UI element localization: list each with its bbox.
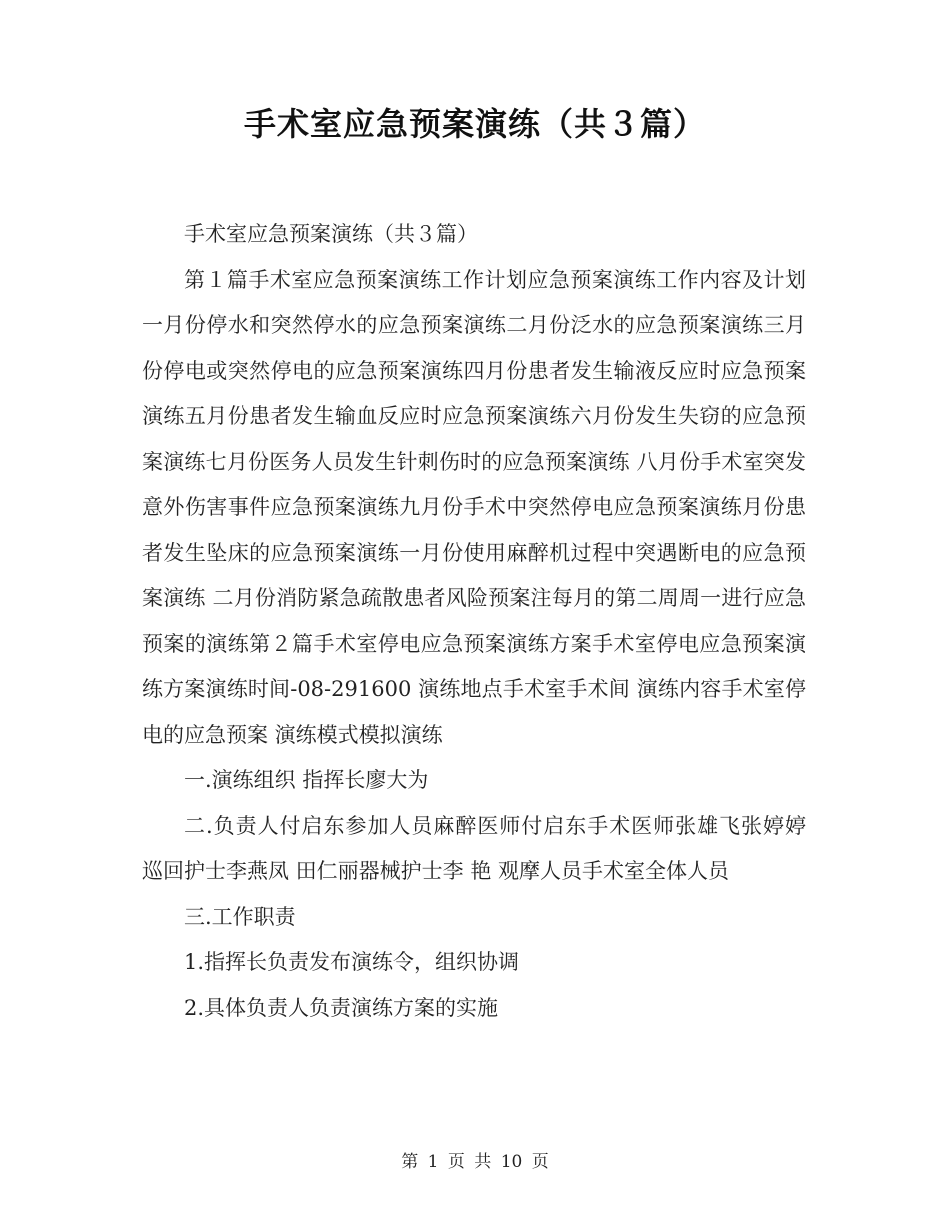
document-title: 手术室应急预案演练（共３篇） — [243, 105, 706, 143]
paragraph-plan: 第１篇手术室应急预案演练工作计划应急预案演练工作内容及计划一月份停水和突然停水的应急预案演练二月份泛水的应急预案演练三月份停电或突然停电的应急预案演练四月份患者发生输液反应时应急预案演练五月份患者发生输血反应时应急预案演练六月份发生失窃的应急预案演练七月份医务人员发生针刺伤时的应急预案演练 八月份手术室突发意外伤害事件应急预案演练九月份手术中突然停电应急预案演练月份患者发生坠床的应急预案演练一月份使用麻醉机过程中突遇断电的应急预案演练 二月份消防紧急疏散患者风险预案注每月的第二周周一进行应急预案的演练第２篇手术室停电应急预案演练方案手术室停电应急预案演练方案演练时间-08-291600 演练地点手术室手术间 演练内容手术室停电的应急预案 演练模式模拟演练 — [142, 267, 806, 747]
paragraph-heading: 手术室应急预案演练（共３篇） — [184, 222, 478, 246]
document-body — [142, 212, 806, 1031]
paragraph-organization: 一.演练组织 指挥长廖大为 — [184, 768, 429, 792]
paragraph-duty-2: 2.具体负责人负责演练方案的实施 — [184, 995, 499, 1020]
paragraph-duties-heading: 三.工作职责 — [184, 904, 296, 929]
page-footer: 第 1 页 共 10 页 — [401, 1152, 549, 1172]
paragraph-duty-1: 1.指挥长负责发布演练令，组织协调 — [184, 950, 520, 974]
paragraph-personnel: 二.负责人付启东参加人员麻醉医师付启东手术医师张雄飞张婷婷 巡回护士李燕凤 田仁丽器械护士李 艳 观摩人员手术室全体人员 — [142, 813, 806, 883]
